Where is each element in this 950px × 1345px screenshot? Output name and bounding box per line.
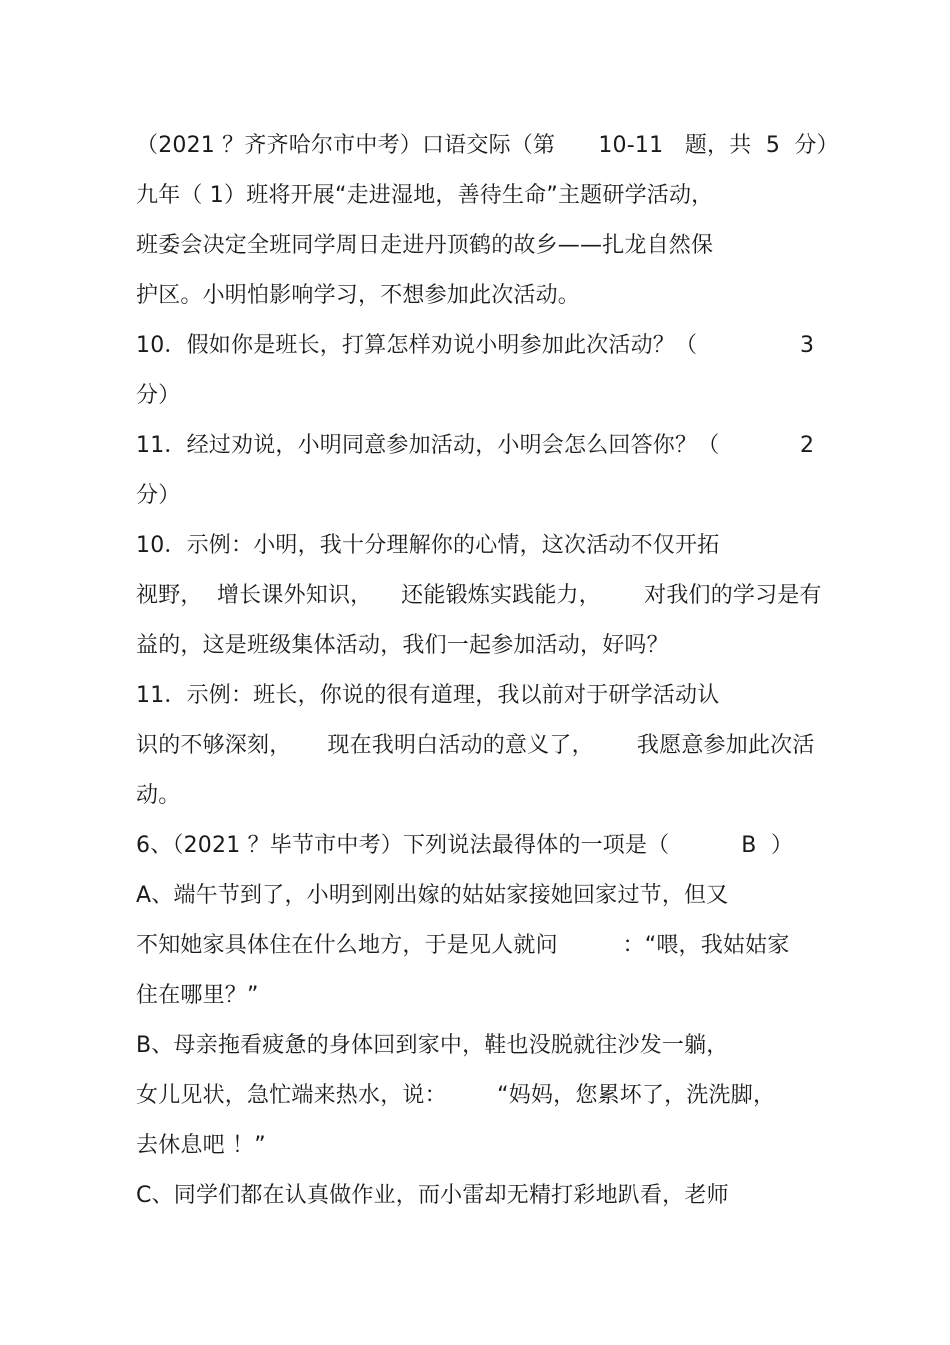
context-line-3: 护区。小明怕影响学习，不想参加此次活动。 [136,283,581,308]
context-line-1: 九年（ 1）班将开展“走进湿地，善待生命”主题研学活动， [136,183,714,208]
answer-11-line-3: 动。 [136,783,181,808]
answer-10-line-2: 视野， 增长课外知识， 还能锻炼实践能力， 对我们的学习是有 [136,583,822,608]
option-b-line-1: B、母亲拖看疲惫的身体回到家中，鞋也没脱就往沙发一躺， [136,1033,729,1058]
option-b-line-3: 去休息吧 ！” [136,1133,266,1158]
answer-10-line-1: 10．示例：小明，我十分理解你的心情，这次活动不仅开拓 [136,533,720,558]
option-a-line-1: A、端午节到了，小明到刚出嫁的姑姑家接她回家过节，但又 [136,883,729,908]
question-10-line: 10．假如你是班长，打算怎样劝说小明参加此次活动？（ [136,333,698,358]
question-11-score: 2 [800,433,814,458]
context-line-2: 班委会决定全班同学周日走进丹顶鹤的故乡——扎龙自然保 [136,233,714,258]
option-a-line-2: 不知她家具体住在什么地方，于是见人就问 ：“喂，我姑姑家 [136,933,790,958]
question-10-score: 3 [800,333,814,358]
question-11-unit: 分） [136,483,181,508]
question-header-line: （2021 ？齐齐哈尔市中考）口语交际（第 10-11 题，共 5 分） [136,133,839,158]
answer-10-line-3: 益的，这是班级集体活动，我们一起参加活动，好吗？ [136,633,669,658]
option-b-line-2: 女儿见状，急忙端来热水，说： “妈妈，您累坏了，洗洗脚， [136,1083,776,1108]
option-a-line-3: 住在哪里？” [136,983,259,1008]
answer-11-line-2: 识的不够深刻， 现在我明白活动的意义了， 我愿意参加此次活 [136,733,815,758]
option-c-line-1: C、同学们都在认真做作业，而小雷却无精打彩地趴看，老师 [136,1183,729,1208]
question-6-line: 6、（2021 ？毕节市中考）下列说法最得体的一项是（ B ） [136,833,794,858]
answer-11-line-1: 11．示例：班长，你说的很有道理，我以前对于研学活动认 [136,683,720,708]
question-10-unit: 分） [136,383,181,408]
question-11-line: 11．经过劝说，小明同意参加活动，小明会怎么回答你？（ [136,433,720,458]
